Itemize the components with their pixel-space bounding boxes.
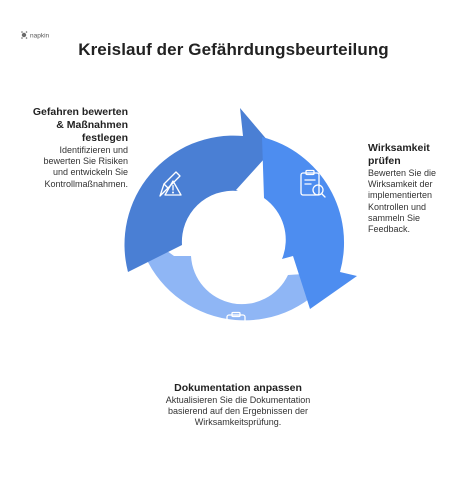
step-documentation <box>163 382 313 429</box>
step-documentation-heading: Dokumentation anpassen <box>174 382 302 394</box>
step-hazards-heading: Gefahren bewerten & Maßnahmen festlegen <box>32 106 128 144</box>
page-title: Kreislauf der Gefährdungsbeurteilung <box>78 40 389 59</box>
step-effectiveness-heading: Wirksamkeit prüfen <box>368 142 430 167</box>
svg-text:napkin: napkin <box>30 32 50 40</box>
step-effectiveness-description: Bewerten Sie die Wirksamkeit der implementierten Kontrollen und sammeln Sie Feedback. <box>368 168 437 235</box>
step-hazards-description: Identifizieren und bewerten Sie Risiken und entwickeln Sie Kontrollmaßnahmen. <box>43 145 128 189</box>
cycle-segment-effectiveness <box>262 137 357 309</box>
step-hazards <box>18 106 136 190</box>
step-effectiveness <box>368 142 458 235</box>
cycle-segment-hazards <box>124 108 274 272</box>
step-documentation-description: Aktualisieren Sie die Dokumentation basierend auf den Ergebnissen der Wirksamkeitsprüfung. <box>165 395 311 428</box>
